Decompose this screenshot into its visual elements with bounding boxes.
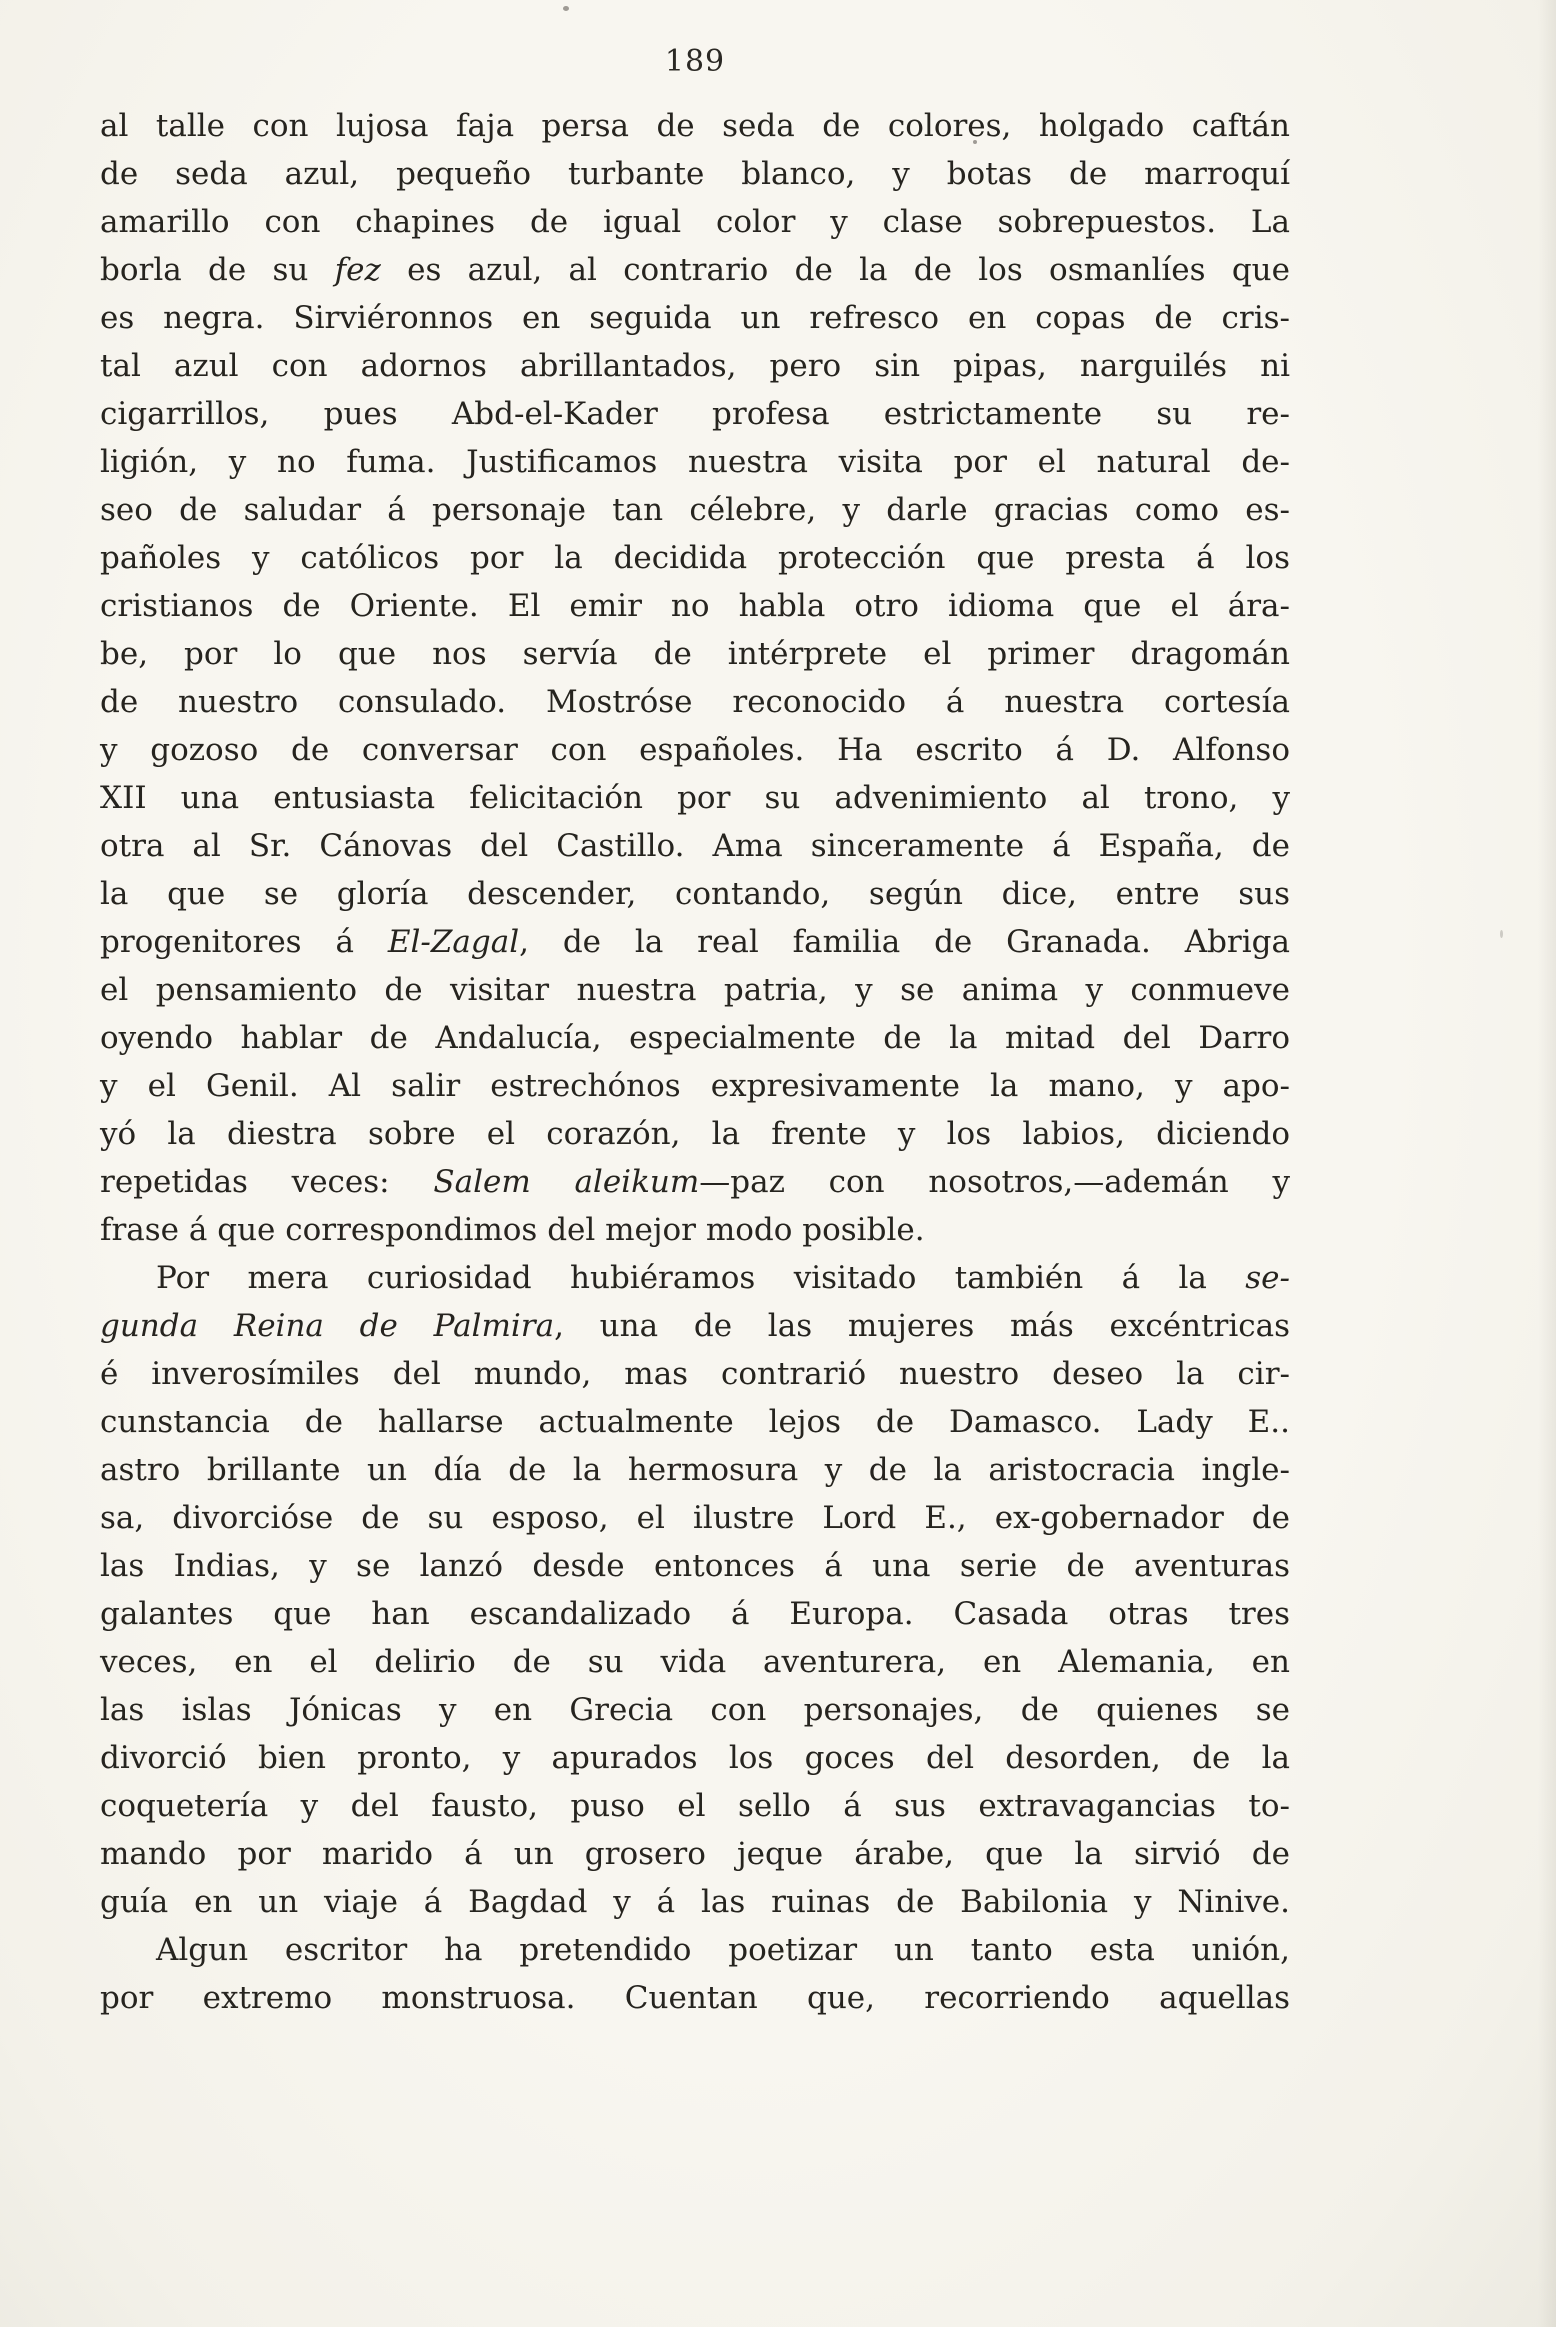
text-line: veces, en el delirio de su vida aventurera, en Alemania, en [100, 1644, 1290, 1680]
text-line: es negra. Sirviéronnos en seguida un refresco en copas de cris- [100, 300, 1290, 336]
text-block [100, 102, 1290, 2022]
text-line: y gozoso de conversar con españoles. Ha escrito á D. Alfonso [100, 732, 1290, 768]
text-line: amarillo con chapines de igual color y clase sobrepuestos. La [100, 204, 1290, 240]
text-line: borla de su fez es azul, al contrario de la de los osmanlíes que [100, 252, 1290, 288]
text-line: pañoles y católicos por la decidida protección que presta á los [100, 540, 1290, 576]
text-line: por extremo monstruosa. Cuentan que, recorriendo aquellas [100, 1980, 1290, 2016]
text-line: cristianos de Oriente. El emir no habla otro idioma que el ára- [100, 588, 1290, 624]
page-edge-shade [1538, 0, 1556, 2327]
paragraph [100, 1926, 1290, 2022]
text-line: gunda Reina de Palmira, una de las mujeres más excéntricas [100, 1308, 1290, 1344]
text-line: repetidas veces: Salem aleikum—paz con nosotros,—ademán y [100, 1164, 1291, 1200]
text-line: mando por marido á un grosero jeque árabe, que la sirvió de [100, 1836, 1290, 1872]
text-line: é inverosímiles del mundo, mas contrarió nuestro deseo la cir- [100, 1356, 1290, 1392]
text-line: seo de saludar á personaje tan célebre, y darle gracias como es- [100, 492, 1290, 528]
paragraph [100, 102, 1290, 1254]
text-line: coquetería y del fausto, puso el sello á sus extravagancias to- [100, 1788, 1290, 1824]
text-line: sa, divorcióse de su esposo, el ilustre Lord E., ex-gobernador de [100, 1500, 1290, 1536]
italic-text: El-Zagal [387, 924, 520, 960]
text-line: tal azul con adornos abrillantados, pero sin pipas, narguilés ni [100, 348, 1290, 384]
italic-text: fez [334, 252, 381, 288]
text-line: las islas Jónicas y en Grecia con personajes, de quienes se [100, 1692, 1290, 1728]
paragraph [100, 1254, 1290, 1926]
text-line: Por mera curiosidad hubiéramos visitado también á la se- [156, 1260, 1290, 1296]
text-line: cigarrillos, pues Abd-el-Kader profesa estrictamente su re- [100, 396, 1290, 432]
text-line: y el Genil. Al salir estrechónos expresivamente la mano, y apo- [100, 1068, 1290, 1104]
text-line: guía en un viaje á Bagdad y á las ruinas de Babilonia y Ninive. [100, 1884, 1290, 1920]
text-line: frase á que correspondimos del mejor modo posible. [100, 1212, 925, 1248]
text-line: de seda azul, pequeño turbante blanco, y botas de marroquí [100, 156, 1290, 192]
text-line: yó la diestra sobre el corazón, la frente y los labios, diciendo [100, 1116, 1290, 1152]
text-line: de nuestro consulado. Mostróse reconocido á nuestra cortesía [100, 684, 1290, 720]
italic-text: Salem aleikum [433, 1164, 700, 1200]
text-line: progenitores á El-Zagal, de la real familia de Granada. Abriga [100, 924, 1290, 960]
text-line: las Indias, y se lanzó desde entonces á una serie de aventuras [100, 1548, 1290, 1584]
text-line: divorció bien pronto, y apurados los goces del desorden, de la [100, 1740, 1290, 1776]
scan-speck [1500, 930, 1503, 938]
text-line: Algun escritor ha pretendido poetizar un tanto esta unión, [156, 1932, 1290, 1968]
text-line: el pensamiento de visitar nuestra patria, y se anima y conmueve [100, 972, 1290, 1008]
text-line: al talle con lujosa faja persa de seda de colores, holgado caftán [100, 108, 1290, 144]
text-line: be, por lo que nos servía de intérprete el primer dragomán [100, 636, 1290, 672]
text-line: astro brillante un día de la hermosura y de la aristocracia ingle- [100, 1452, 1290, 1488]
text-line: otra al Sr. Cánovas del Castillo. Ama sinceramente á España, de [100, 828, 1290, 864]
text-line: oyendo hablar de Andalucía, especialmente de la mitad del Darro [100, 1020, 1290, 1056]
text-line: galantes que han escandalizado á Europa. Casada otras tres [100, 1596, 1290, 1632]
text-line: XII una entusiasta felicitación por su advenimiento al trono, y [100, 780, 1290, 816]
scan-speck [563, 6, 569, 11]
italic-text: gunda Reina de Palmira [100, 1308, 555, 1344]
text-line: ligión, y no fuma. Justificamos nuestra visita por el natural de- [100, 444, 1290, 480]
italic-text: se- [1245, 1260, 1290, 1296]
text-line: cunstancia de hallarse actualmente lejos de Damasco. Lady E.. [100, 1404, 1290, 1440]
page-number: 189 [664, 44, 726, 79]
text-line: la que se gloría descender, contando, según dice, entre sus [100, 876, 1290, 912]
